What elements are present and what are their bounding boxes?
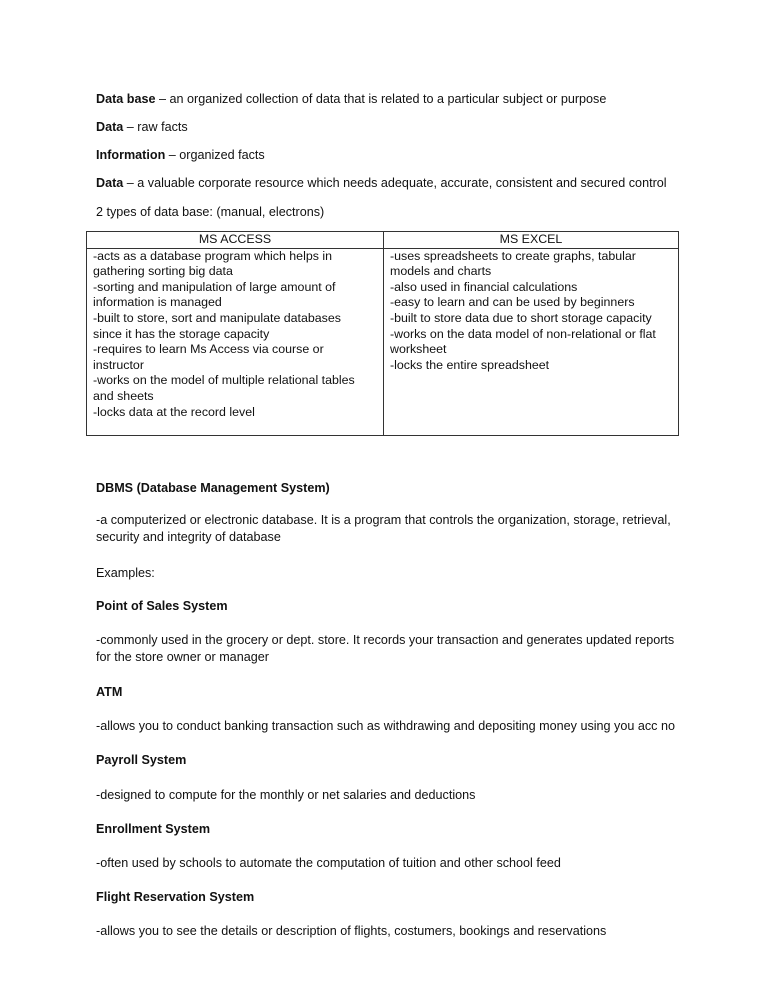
term: Data — [96, 176, 124, 190]
table-cell-line: since it has the storage capacity — [93, 326, 270, 341]
table-cell-line: -requires to learn Ms Access via course or — [93, 342, 324, 357]
table-cell-line: -built to store, sort and manipulate databases — [93, 310, 341, 325]
example-title-payroll — [96, 752, 686, 769]
table-cell-line: and sheets — [93, 388, 154, 403]
definition-information — [96, 147, 686, 164]
table-cell-line: worksheet — [390, 342, 447, 357]
definition-database — [96, 91, 686, 108]
term: Data base — [96, 92, 156, 106]
table-cell-line: -locks data at the record level — [93, 404, 255, 419]
example-title-enrollment — [96, 821, 686, 838]
dbms-description — [96, 512, 686, 546]
example-desc-flight: -allows you to see the details or description of flights, costumers, bookings and reservations — [96, 924, 607, 938]
definition-data — [96, 119, 686, 136]
table-cell-line: -acts as a database program which helps in — [93, 248, 332, 263]
ms-excel-cell — [384, 248, 679, 435]
examples-label: Examples: — [96, 566, 155, 580]
table-cell-line: -also used in financial calculations — [390, 279, 578, 294]
heading-text: ATM — [96, 685, 123, 699]
example-title-flight — [96, 889, 686, 906]
text-line: security and integrity of database — [96, 530, 281, 544]
table-cell-line: -locks the entire spreadsheet — [390, 357, 550, 372]
types-line: 2 types of data base: (manual, electrons) — [96, 205, 325, 219]
table-cell-line: models and charts — [390, 264, 492, 279]
table-cell-line: instructor — [93, 357, 144, 372]
table-cell-line: gathering sorting big data — [93, 264, 233, 279]
table-cell-line: -built to store data due to short storage capacity — [390, 310, 652, 325]
text-line: -commonly used in the grocery or dept. store. It records your transaction and generates updated reports — [96, 633, 675, 647]
header-ms-access: MS ACCESS — [87, 232, 384, 249]
dbms-heading — [96, 480, 686, 497]
table-cell-line: information is managed — [93, 295, 222, 310]
definition-text: – organized facts — [165, 148, 265, 162]
definition-data-resource — [96, 175, 686, 192]
table-cell-line: -uses spreadsheets to create graphs, tabular — [390, 248, 636, 263]
example-desc-atm: -allows you to conduct banking transaction such as withdrawing and depositing money using you acc no — [96, 719, 675, 733]
heading-text: Enrollment System — [96, 822, 211, 836]
heading-text: DBMS (Database Management System) — [96, 481, 330, 495]
example-title-atm — [96, 684, 686, 701]
definition-text: – a valuable corporate resource which needs adequate, accurate, consistent and secured control — [123, 176, 667, 190]
example-desc-payroll: -designed to compute for the monthly or net salaries and deductions — [96, 788, 476, 802]
ms-access-cell — [87, 248, 384, 435]
text-line: for the store owner or manager — [96, 650, 269, 664]
heading-text: Flight Reservation System — [96, 890, 255, 904]
example-desc-pos — [96, 632, 686, 666]
table-cell-line: -works on the data model of non-relational or flat — [390, 326, 656, 341]
heading-text: Payroll System — [96, 753, 187, 767]
table-cell-line: -easy to learn and can be used by beginners — [390, 295, 635, 310]
header-ms-excel: MS EXCEL — [384, 232, 679, 249]
term: Information — [96, 148, 166, 162]
example-title-pos — [96, 598, 686, 615]
text-line: -a computerized or electronic database. It is a program that controls the organization, storage, retrieval, — [96, 513, 671, 527]
heading-text: Point of Sales System — [96, 599, 228, 613]
definition-text: – an organized collection of data that is related to a particular subject or purpose — [155, 92, 607, 106]
table-cell-line: -works on the model of multiple relational tables — [93, 373, 355, 388]
example-desc-enrollment: -often used by schools to automate the computation of tuition and other school feed — [96, 856, 561, 870]
term: Data — [96, 120, 124, 134]
table-cell-line: -sorting and manipulation of large amount of — [93, 279, 336, 294]
comparison-table — [86, 231, 679, 436]
definition-text: – raw facts — [123, 120, 188, 134]
